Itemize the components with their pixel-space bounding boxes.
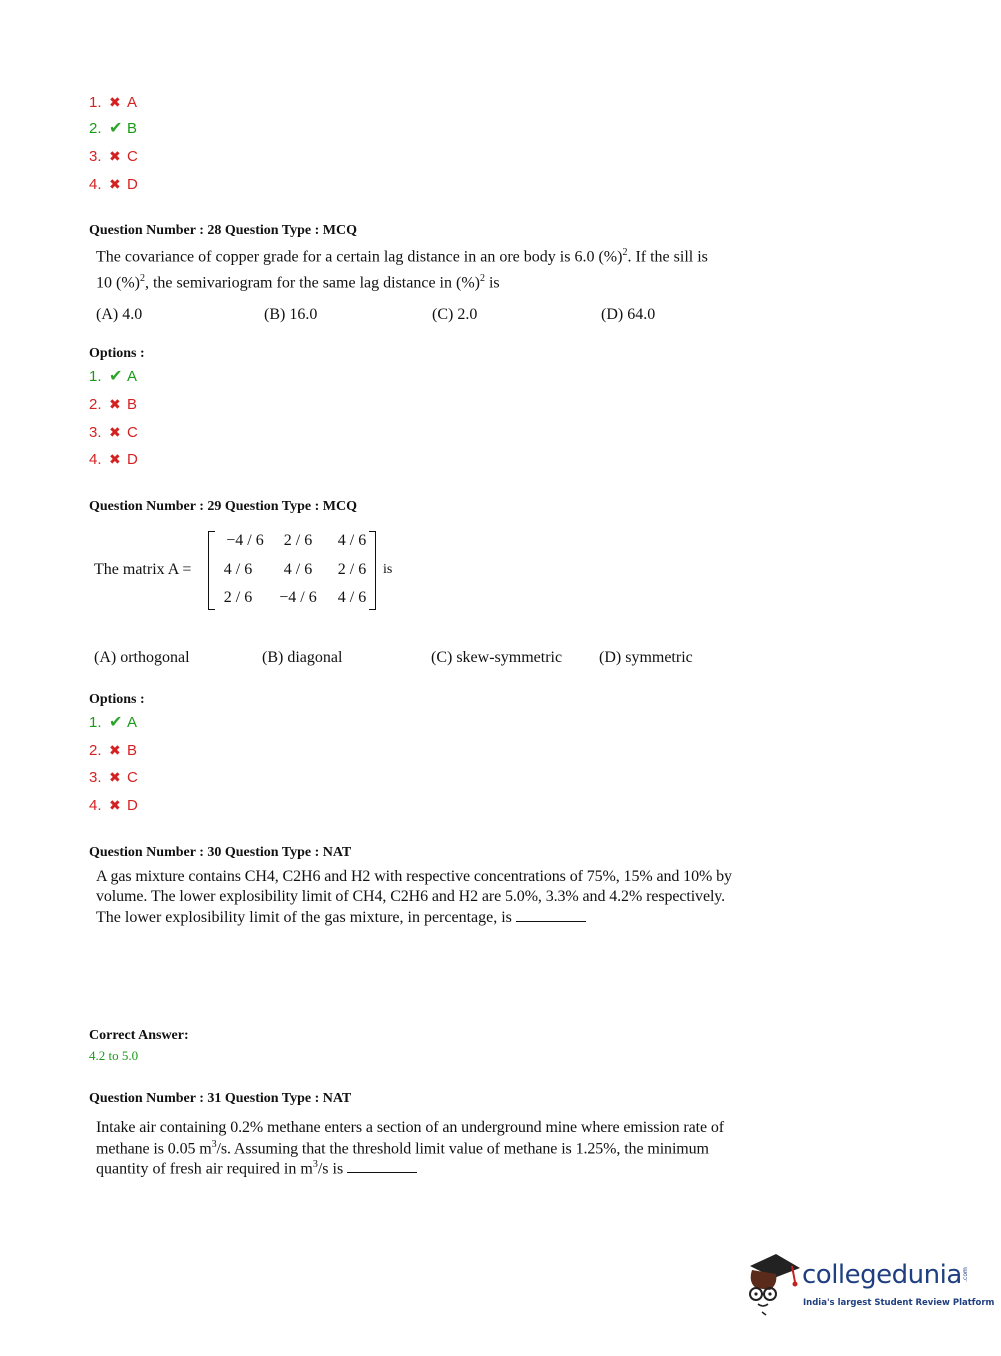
matrix-a [208, 529, 376, 610]
option-letter: B [127, 742, 138, 759]
option-number: 3. [89, 424, 102, 441]
option-letter: A [127, 714, 138, 731]
option-letter: C [127, 148, 138, 165]
matrix-cell: 2 / 6 [283, 532, 313, 549]
choice-b: (B) diagonal [262, 649, 343, 666]
text: , the semivariogram for the same lag distance in (%) [144, 274, 480, 292]
superscript: 2 [479, 273, 485, 284]
choice-c: (C) 2.0 [432, 306, 478, 323]
choice-d: (D) 64.0 [601, 306, 656, 323]
brand-name: collegedunia [802, 1260, 962, 1290]
option-letter: D [127, 797, 138, 814]
choice-b: (B) 16.0 [264, 306, 318, 323]
superscript: 2 [622, 247, 628, 258]
question-30-line-3 [96, 909, 586, 927]
check-icon: ✔ [109, 714, 123, 731]
option-number: 3. [89, 148, 102, 165]
cross-icon: ✖ [109, 396, 121, 412]
option-row [89, 767, 138, 787]
options-label: Options : [89, 346, 145, 361]
text: The lower explosibility limit of the gas mixture, in percentage, is [96, 909, 512, 926]
superscript: 3 [211, 1139, 217, 1150]
option-row [89, 795, 138, 815]
text: quantity of fresh air required in m [96, 1160, 313, 1178]
option-letter: C [127, 769, 138, 786]
question-29-header: Question Number : 29 Question Type : MCQ [89, 499, 357, 514]
option-letter: B [127, 120, 138, 137]
option-letter: A [127, 94, 138, 111]
matrix-cell: 4 / 6 [337, 589, 367, 606]
options-label: Options : [89, 692, 145, 707]
text: /s. Assuming that the threshold limit value of methane is 1.25%, the minimum [216, 1140, 709, 1158]
cross-icon: ✖ [109, 797, 121, 813]
matrix-suffix: is [383, 562, 393, 577]
option-row [89, 174, 138, 194]
option-number: 2. [89, 120, 102, 137]
choice-d: (D) symmetric [599, 649, 693, 666]
option-number: 1. [89, 714, 102, 731]
question-28-line-2 [96, 273, 500, 292]
correct-answer-label: Correct Answer: [89, 1028, 189, 1043]
option-row [89, 394, 137, 414]
cross-icon: ✖ [109, 424, 121, 440]
option-row [89, 119, 137, 139]
cross-icon: ✖ [109, 94, 121, 110]
question-30-line-2: volume. The lower explosibility limit of CH4, C2H6 and H2 are 5.0%, 3.3% and 4.2% respectively. [96, 888, 726, 905]
question-31-line-3 [96, 1159, 417, 1178]
option-row [89, 92, 137, 112]
brand-dotcom: .com [961, 1267, 969, 1282]
question-28-header: Question Number : 28 Question Type : MCQ [89, 223, 357, 238]
choice-a: (A) orthogonal [94, 649, 190, 666]
text: is [484, 274, 500, 292]
option-number: 4. [89, 451, 102, 468]
superscript: 3 [312, 1159, 318, 1170]
answer-blank [516, 909, 586, 922]
answer-blank [347, 1160, 417, 1173]
option-row [89, 146, 138, 166]
option-row [89, 740, 137, 760]
option-letter: A [127, 368, 138, 385]
text: methane is 0.05 m [96, 1140, 212, 1158]
option-row [89, 422, 138, 442]
cross-icon: ✖ [109, 451, 121, 467]
collegedunia-logo [740, 1248, 995, 1318]
option-number: 2. [89, 396, 102, 413]
option-letter: B [127, 396, 138, 413]
question-30-header: Question Number : 30 Question Type : NAT [89, 845, 352, 860]
matrix-cell: −4 / 6 [279, 589, 317, 606]
check-icon: ✔ [109, 368, 123, 385]
matrix-cell: 4 / 6 [337, 532, 367, 549]
option-number: 1. [89, 368, 102, 385]
matrix-cell: 2 / 6 [337, 561, 367, 578]
option-row [89, 449, 138, 469]
text: The covariance of copper grade for a certain lag distance in an ore body is 6.0 (%) [96, 248, 623, 266]
option-number: 2. [89, 742, 102, 759]
cross-icon: ✖ [109, 769, 121, 785]
matrix-cell: 4 / 6 [283, 561, 313, 578]
option-letter: D [127, 176, 138, 193]
choice-c: (C) skew-symmetric [431, 649, 563, 666]
cross-icon: ✖ [109, 742, 121, 758]
text: /s is [317, 1160, 344, 1178]
option-number: 3. [89, 769, 102, 786]
matrix-cell: 2 / 6 [223, 589, 253, 606]
option-row [89, 713, 137, 733]
option-number: 4. [89, 176, 102, 193]
superscript: 2 [139, 273, 145, 284]
check-icon: ✔ [109, 120, 123, 137]
question-28-line-1 [96, 247, 708, 266]
cross-icon: ✖ [109, 148, 121, 164]
question-31-header: Question Number : 31 Question Type : NAT [89, 1091, 352, 1106]
cross-icon: ✖ [109, 176, 121, 192]
option-row [89, 367, 137, 387]
matrix-prefix: The matrix A = [94, 561, 192, 578]
text: 10 (%) [96, 274, 140, 292]
text: . If the sill is [627, 248, 708, 266]
choice-a: (A) 4.0 [96, 306, 143, 323]
matrix-cell: 4 / 6 [223, 561, 253, 578]
correct-answer-value: 4.2 to 5.0 [89, 1048, 139, 1063]
question-30-line-1: A gas mixture contains CH4, C2H6 and H2 with respective concentrations of 75%, 15% and 10% by [96, 868, 732, 885]
option-number: 1. [89, 94, 102, 111]
mascot-icon [740, 1248, 804, 1318]
brand-tagline: India's largest Student Review Platform [803, 1298, 995, 1308]
option-number: 4. [89, 797, 102, 814]
question-31-line-2 [96, 1139, 709, 1158]
option-letter: C [127, 424, 138, 441]
question-31-line-1: Intake air containing 0.2% methane enters a section of an underground mine where emission rate of [96, 1119, 725, 1136]
option-letter: D [127, 451, 138, 468]
matrix-cell: −4 / 6 [226, 532, 264, 549]
